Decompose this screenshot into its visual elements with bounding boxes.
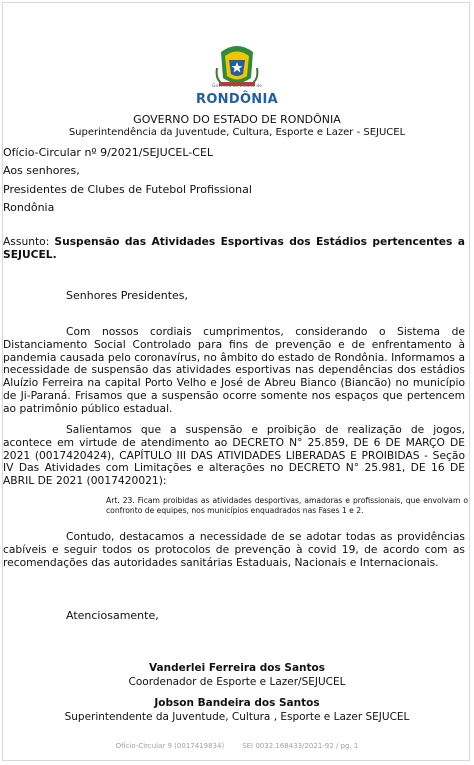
- subject-text: Suspensão das Atividades Esportivas dos Estádios pertencentes a SEJUCEL.: [3, 235, 465, 261]
- footer-doc-ref: Ofício-Circular 9 (0017419834): [115, 742, 225, 750]
- logo-state-name: RONDÔNIA: [196, 92, 278, 107]
- addressee-line-3: Rondônia: [3, 201, 55, 214]
- footer-sei-ref: SEI 0032.168433/2021-92 / pg. 1: [242, 742, 359, 750]
- logo-caption: Governo do Estado de: [212, 84, 262, 89]
- subject-label: Assunto:: [3, 235, 55, 248]
- addressee-line-1: Aos senhores,: [3, 164, 80, 177]
- rondonia-coat-of-arms-icon: [211, 38, 263, 100]
- paragraph-2: Salientamos que a suspensão e proibição de realização de jogos, acontece em virtude de atendimento ao DECRETO N° 25.859, DE 6 DE MARÇO DE 2021 (0017420424), CAPÍTULO III DAS ATIVIDADES LIBERADAS E PROIBIDAS - Seção IV Das Atividades com Limitações e alterações no DECRETO N° 25.981, DE 16 DE ABRIL DE 2021 (0017420021):: [3, 423, 465, 488]
- paragraph-3: Contudo, destacamos a necessidade de se adotar todas as providências cabíveis e seguir todos os protocolos de prevenção à covid 19, de acordo com as recomendações das autoridades sanitárias Estaduais, Nacionais e Internacionais.: [3, 530, 465, 569]
- signature-1-role: Coordenador de Esporte e Lazer/SEJUCEL: [128, 676, 346, 688]
- signature-2-role: Superintendente da Juventude, Cultura , Esporte e Lazer SEJUCEL: [64, 711, 410, 723]
- government-title: GOVERNO DO ESTADO DE RONDÔNIA: [133, 113, 341, 126]
- closing: Atenciosamente,: [66, 609, 159, 622]
- page-footer: [0, 742, 474, 750]
- paragraph-1: Com nossos cordiais cumprimentos, considerando o Sistema de Distanciamento Social Controlado para fins de prevenção e de enfrentamento à pandemia causada pelo coronavírus, no âmbito do estado de Rondônia. Informamos a necessidade de suspensão das atividades esportivas nas dependências dos estádios Aluízio Ferreira na capital Porto Velho e José de Abreu Bianco (Biancão) no município de Ji-Paraná. Frisamos que a suspensão ocorre somente nos espaços que pertencem ao patrimônio público estadual.: [3, 325, 465, 415]
- subject-line: [3, 236, 465, 262]
- signature-1-name: Vanderlei Ferreira dos Santos: [148, 662, 325, 674]
- document-reference: Ofício-Circular nº 9/2021/SEJUCEL-CEL: [3, 146, 214, 159]
- article-quote: Art. 23. Ficam proibidas as atividades desportivas, amadoras e profissionais, que envolvam o confronto de equipes, nos municípios enquadrados nas Fases 1 e 2.: [106, 496, 468, 515]
- addressee-line-2: Presidentes de Clubes de Futebol Profissional: [3, 183, 252, 196]
- superintendence-title: Superintendência da Juventude, Cultura, Esporte e Lazer - SEJUCEL: [68, 127, 406, 138]
- signature-2-name: Jobson Bandeira dos Santos: [154, 697, 320, 709]
- salutation: Senhores Presidentes,: [66, 289, 189, 302]
